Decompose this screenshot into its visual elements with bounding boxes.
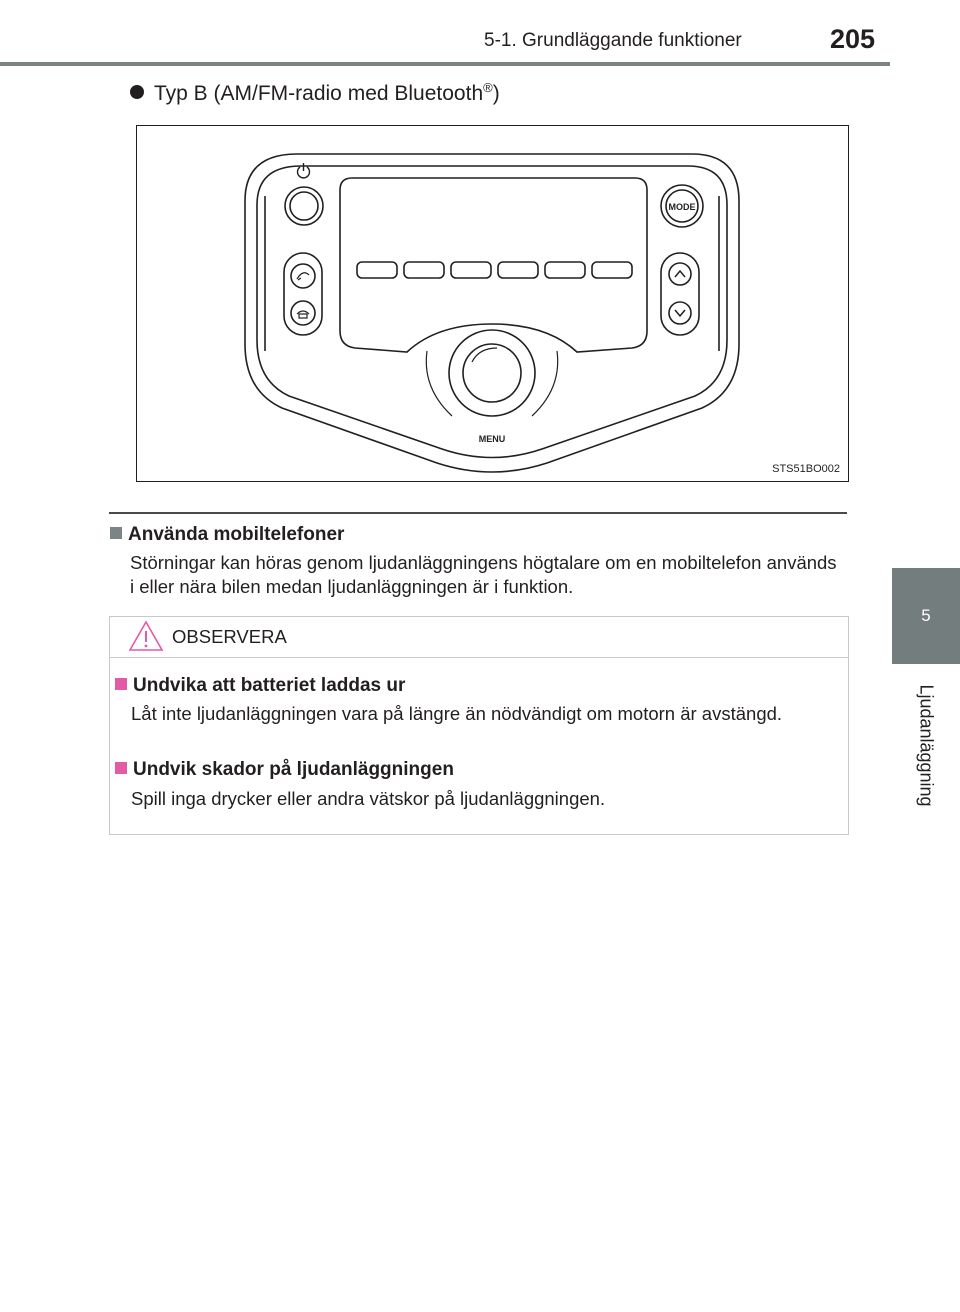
arrow-buttons-frame [661, 253, 699, 335]
notice-header [110, 617, 848, 658]
call-icon [297, 273, 309, 280]
preset-buttons [357, 262, 632, 278]
section-body: Störningar kan höras genom ljudanläggningens högtalare om en mobiltelefon används i eller nära bilen medan ljudanläggningen är i funktion. [130, 552, 837, 597]
preset-button-6 [592, 262, 632, 278]
square-bullet-icon [115, 762, 127, 774]
knob-arc-left [426, 351, 452, 416]
preset-button-1 [357, 262, 397, 278]
notice-item-heading-text: Undvik skador på ljudanläggningen [133, 759, 454, 780]
square-bullet-icon [115, 678, 127, 690]
notice-item-body: Låt inte ljudanläggningen vara på längre än nödvändigt om motorn är avstängd. [131, 703, 783, 724]
header-section-title: 5-1. Grundläggande funktioner [484, 30, 742, 51]
down-button [669, 302, 691, 324]
section-heading-text: Använda mobiltelefoner [128, 524, 345, 545]
type-heading-text: Typ B (AM/FM-radio med Bluetooth [154, 82, 484, 105]
notice-box [109, 616, 849, 835]
mode-label: MODE [668, 202, 696, 212]
menu-knob-inner [463, 344, 521, 402]
header-rule [0, 62, 890, 66]
type-heading-suffix: ) [492, 82, 500, 105]
knob-highlight [472, 348, 497, 362]
chapter-tab-title-text: Ljudanläggning [916, 683, 937, 807]
registered-mark: ® [483, 80, 493, 95]
radio-figure [136, 125, 849, 482]
section-heading [110, 524, 344, 546]
panel-outer-outline [245, 154, 739, 472]
preset-button-5 [545, 262, 585, 278]
knob-arc-right [532, 351, 558, 416]
section-rule [109, 512, 847, 514]
hangup-button [291, 301, 315, 325]
notice-item-body: Spill inga drycker eller andra vätskor på ljudanläggningen. [131, 788, 606, 809]
menu-label: MENU [478, 434, 506, 444]
notice-item-heading [115, 759, 454, 781]
notice-item-heading-text: Undvika att batteriet laddas ur [133, 675, 406, 696]
radio-panel-illustration [137, 126, 848, 481]
type-heading [130, 80, 500, 106]
chevron-down-icon [675, 310, 685, 316]
panel-inner-outline [257, 166, 727, 458]
chapter-tab-number: 5 [892, 568, 960, 664]
chevron-up-icon [675, 271, 685, 277]
preset-button-2 [404, 262, 444, 278]
warning-icon [128, 620, 164, 652]
display-outline [340, 178, 647, 352]
hangup-icon [297, 311, 309, 318]
preset-button-3 [451, 262, 491, 278]
figure-id: STS51BO002 [772, 463, 840, 475]
preset-button-4 [498, 262, 538, 278]
bullet-icon [130, 85, 144, 99]
notice-title: OBSERVERA [172, 626, 287, 647]
chapter-tab-title [892, 670, 960, 820]
up-button [669, 263, 691, 285]
page-number: 205 [830, 24, 876, 54]
square-bullet-icon [110, 527, 122, 539]
notice-item-heading [115, 675, 405, 697]
power-button-inner [290, 192, 318, 220]
phone-buttons-frame [284, 253, 322, 335]
call-button [291, 264, 315, 288]
menu-knob [449, 330, 535, 416]
